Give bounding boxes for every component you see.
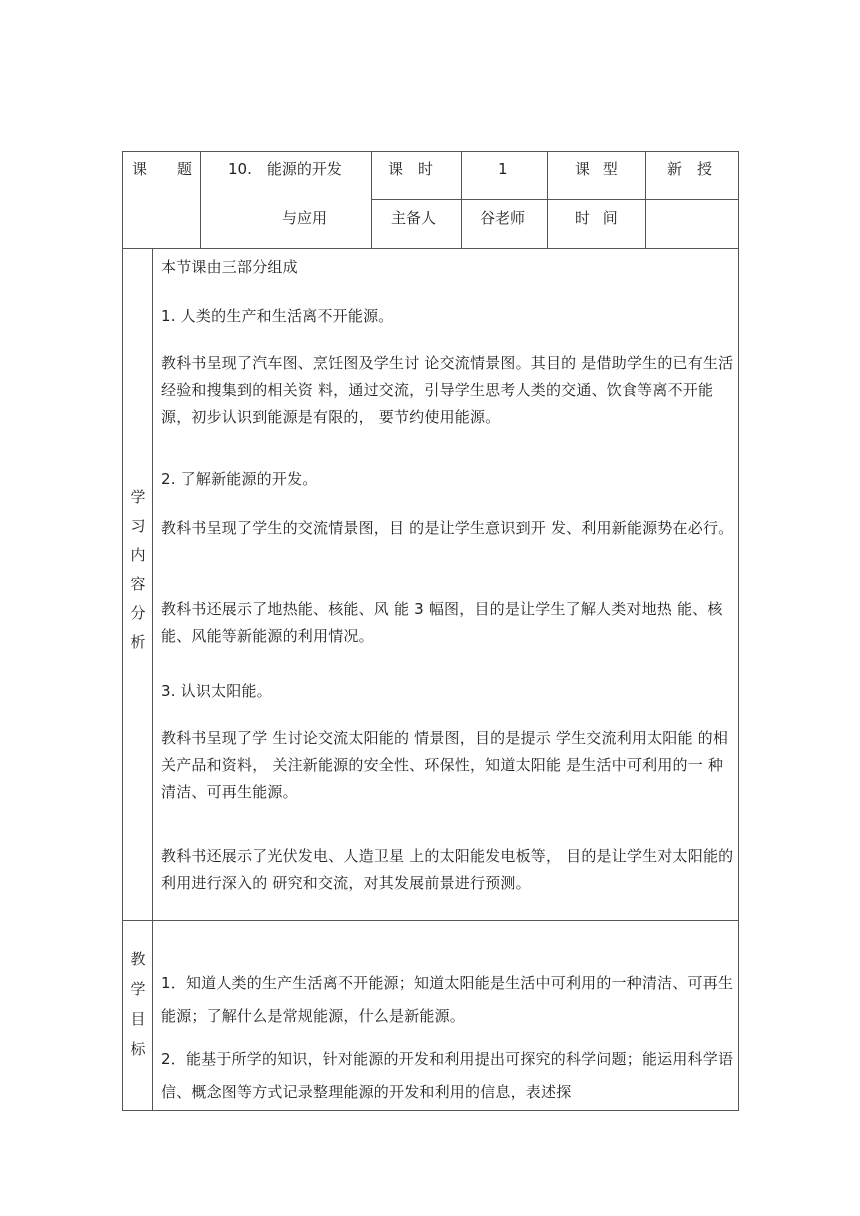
goals-label xyxy=(128,944,148,1064)
period-label: 课 时 xyxy=(388,160,434,178)
topic-value-line1: 10. 能源的开发 xyxy=(228,160,342,178)
topic-label: 课 题 xyxy=(132,160,192,178)
preparer-value: 谷老师 xyxy=(480,209,526,227)
goal-item-2: 2．能基于所学的知识，针对能源的开发和利用提出可探究的科学问题；能运用科学语 信、概念图等方式记录整理能源的开发和利用的信息，表述探 xyxy=(161,1050,734,1101)
table-border-bottom xyxy=(122,1110,739,1111)
table-border-top xyxy=(122,151,739,152)
table-row-divider-goals xyxy=(122,920,739,921)
table-col-divider-5 xyxy=(645,151,646,249)
type-value: 新 授 xyxy=(667,160,713,178)
analysis-label-char: 学 xyxy=(130,488,146,506)
table-label-col-divider xyxy=(152,248,153,1111)
analysis-label-char: 容 xyxy=(130,575,146,593)
analysis-intro: 本节课由三部分组成 xyxy=(161,258,298,276)
analysis-paragraph: 教科书呈现了汽车图、烹饪图及学生讨 论交流情景图。其目的 是借助学生的已有生活 经验和搜集到的相关资 料，通过交流，引导学生思考人类的交通、饮食等离不开能源，初步认识到能源是有限的， 要节约使用能源。 xyxy=(161,354,734,426)
goal-item-1: 1．知道人类的生产生活离不开能源；知道太阳能是生活中可利用的一种清洁、可再生 能源；了解什么是常规能源，什么是新能源。 xyxy=(161,974,734,1025)
analysis-label xyxy=(128,483,148,657)
table-border-left xyxy=(122,151,123,1111)
table-col-divider-1 xyxy=(200,151,201,249)
period-value: 1 xyxy=(498,160,508,178)
table-col-divider-4 xyxy=(547,151,548,249)
analysis-label-char: 内 xyxy=(130,546,146,564)
preparer-label: 主备人 xyxy=(391,209,437,227)
table-row-divider-analysis xyxy=(122,248,739,249)
analysis-heading-1: 1. 人类的生产和生活离不开能源。 xyxy=(161,307,394,325)
analysis-paragraph: 教科书还展示了光伏发电、人造卫星 上的太阳能发电板等， 目的是让学生对太阳能的利用进行深入的 研究和交流，对其发展前景进行预测。 xyxy=(161,847,734,892)
topic-value-line2: 与应用 xyxy=(282,209,328,227)
analysis-paragraph: 教科书呈现了学生的交流情景图，目 的是让学生意识到开 发、利用新能源势在必行。 xyxy=(161,519,734,537)
analysis-label-char: 析 xyxy=(130,633,146,651)
analysis-label-char: 习 xyxy=(130,517,146,535)
table-col-divider-2 xyxy=(371,151,372,249)
analysis-paragraph: 教科书呈现了学 生讨论交流太阳能的 情景图，目的是提示 学生交流利用太阳能 的相关产品和资料， 关注新能源的安全性、环保性，知道太阳能 是生活中可利用的一 种清洁、可再生能源。 xyxy=(161,729,729,801)
analysis-paragraph: 教科书还展示了地热能、核能、风 能 3 幅图，目的是让学生了解人类对地热 能、核能、风能等新能源的利用情况。 xyxy=(161,600,723,645)
table-col-divider-3 xyxy=(461,151,462,249)
time-label: 时 间 xyxy=(575,209,622,227)
type-label: 课 型 xyxy=(575,160,622,178)
goals-label-char: 标 xyxy=(130,1040,146,1058)
analysis-heading-2: 2. 了解新能源的开发。 xyxy=(161,470,318,488)
table-border-right xyxy=(738,151,739,1111)
analysis-heading-3: 3. 认识太阳能。 xyxy=(161,682,272,700)
analysis-label-char: 分 xyxy=(130,604,146,622)
goals-label-char: 教 xyxy=(130,950,146,968)
goals-label-char: 学 xyxy=(130,980,146,998)
goals-label-char: 目 xyxy=(130,1010,146,1028)
table-row-divider-header xyxy=(371,199,739,200)
